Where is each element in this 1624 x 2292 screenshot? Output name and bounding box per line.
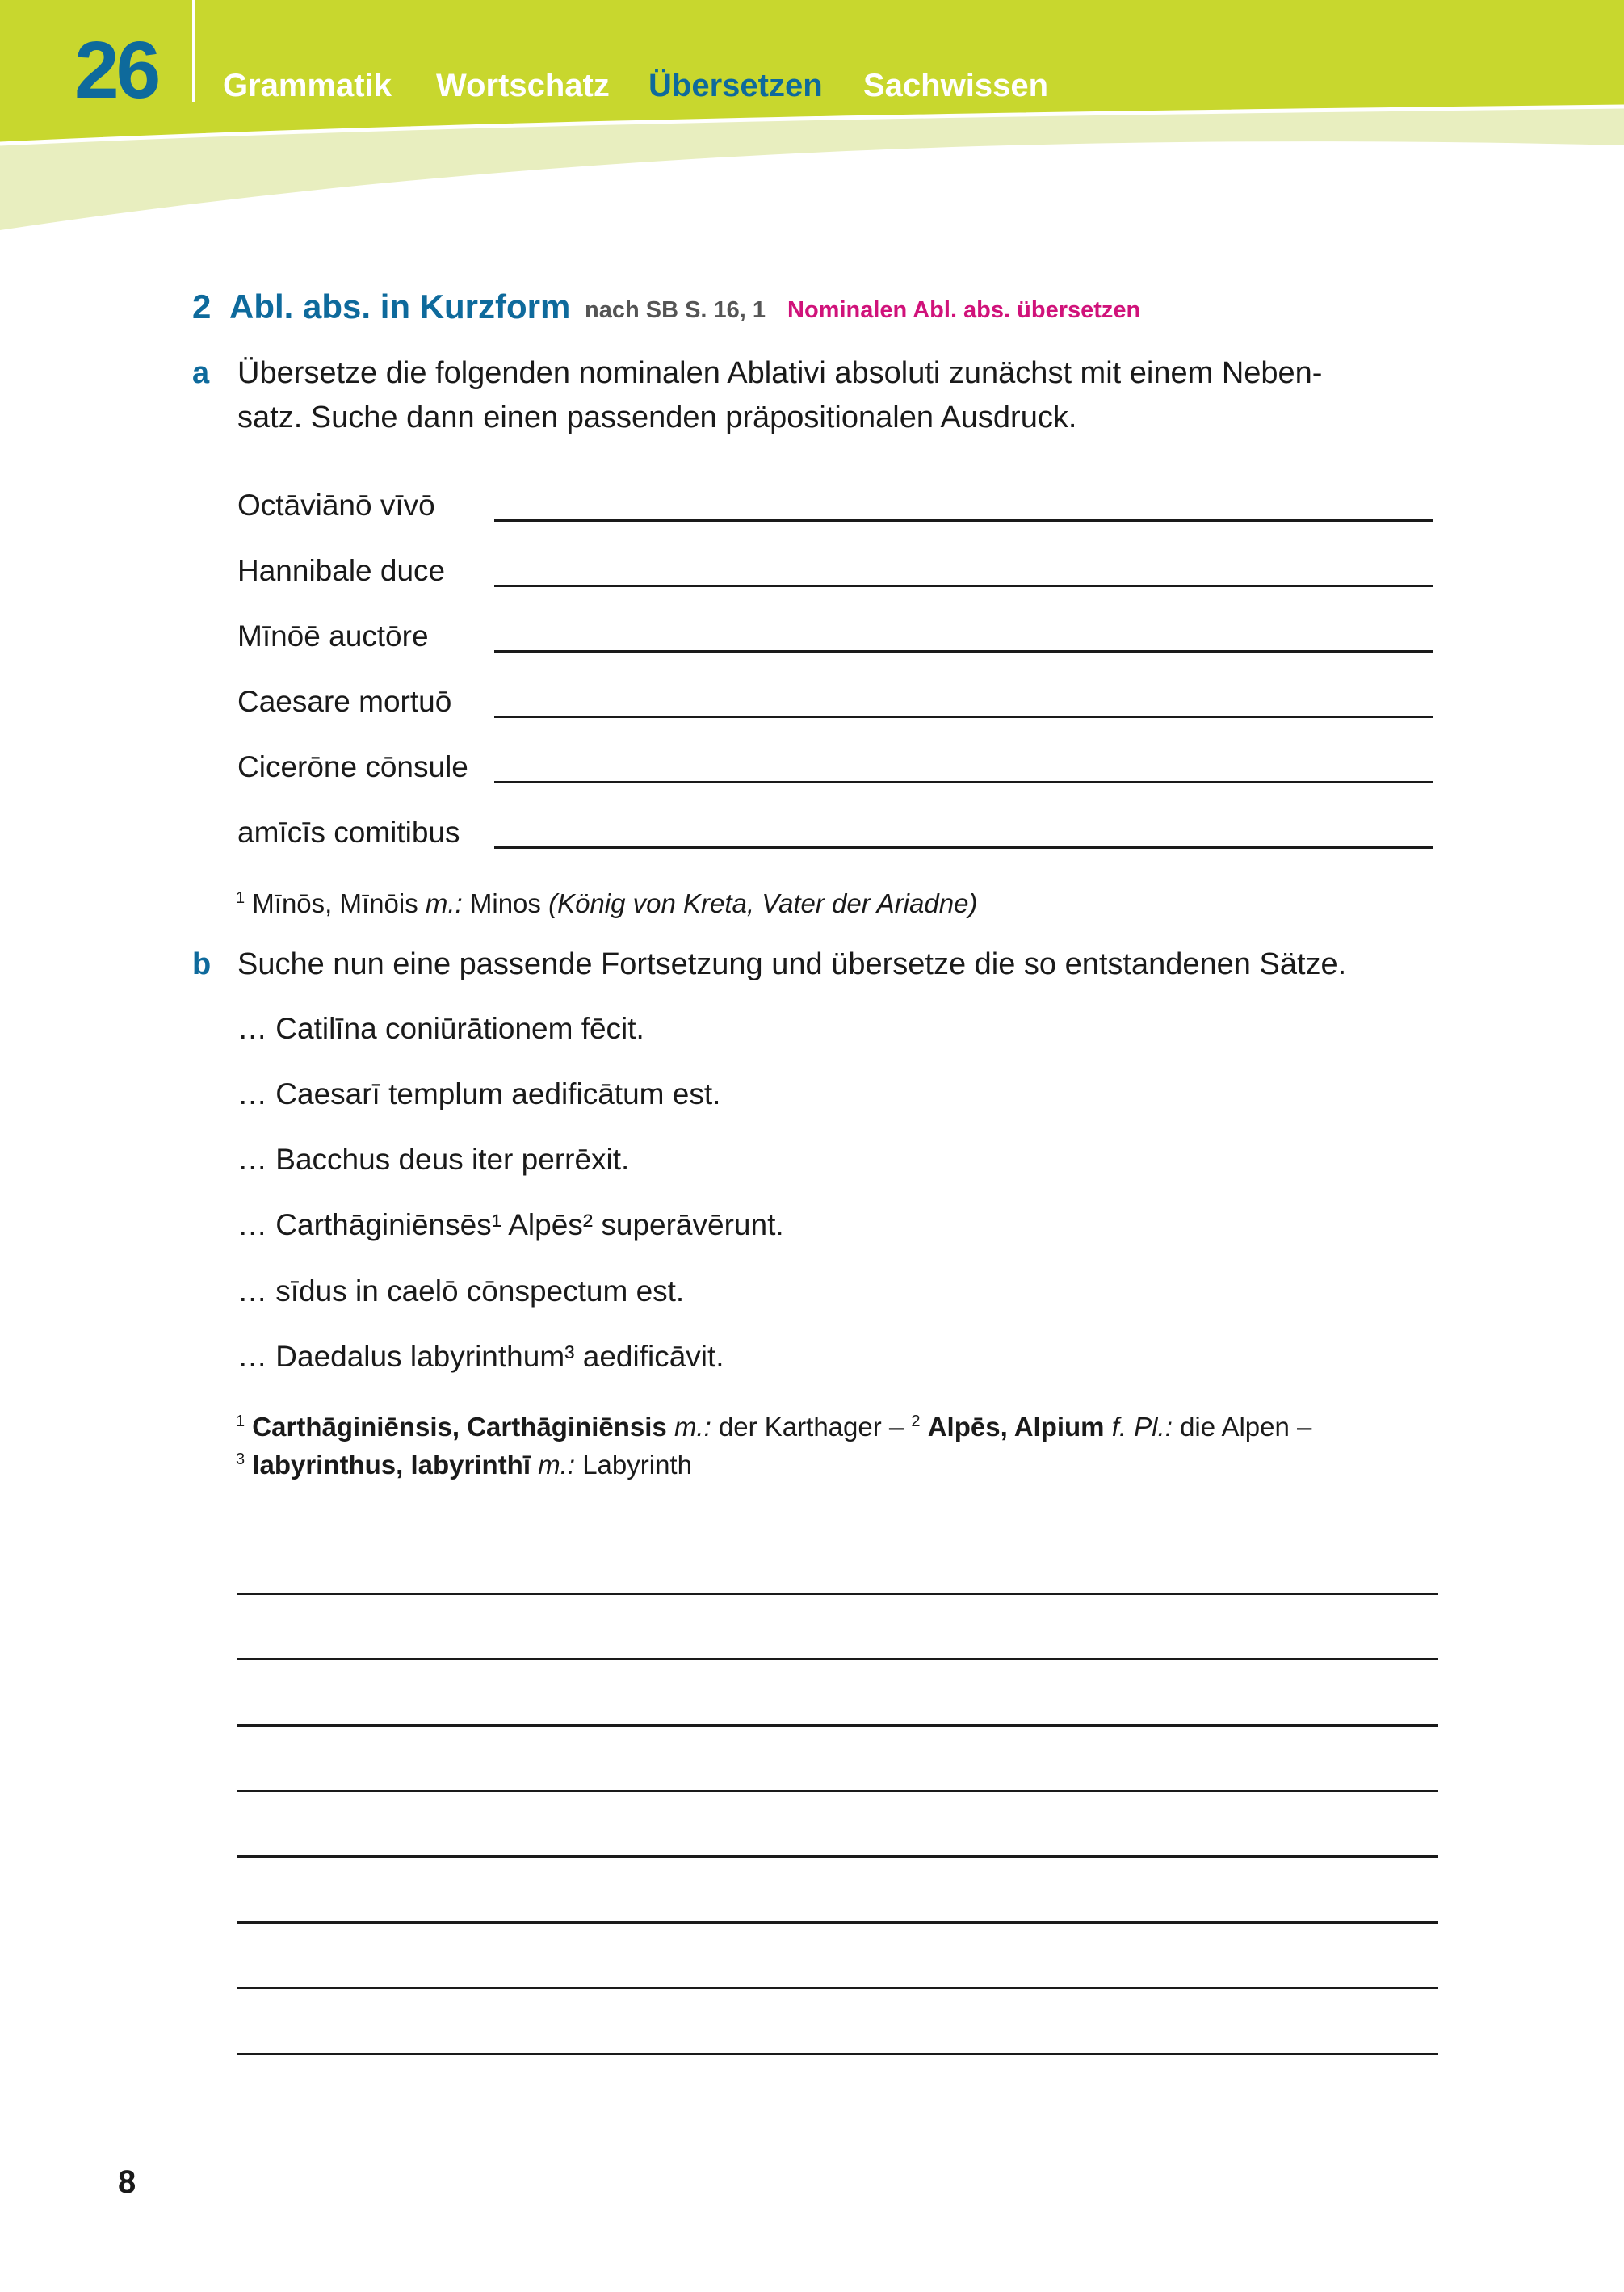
answer-line[interactable] bbox=[494, 781, 1433, 783]
exercise-number: 2 bbox=[192, 288, 212, 325]
part-b-instruction: Suche nun eine passende Fortsetzung und übersetze die so entstandenen Sätze. bbox=[237, 947, 1347, 981]
writing-line[interactable] bbox=[237, 1593, 1438, 1595]
footnote-minos bbox=[236, 888, 977, 919]
footnote-term: Alpēs, Alpium bbox=[927, 1412, 1105, 1442]
exercise-goal: Nominalen Abl. abs. übersetzen bbox=[787, 297, 1141, 323]
answer-line[interactable] bbox=[494, 585, 1433, 587]
answer-line[interactable] bbox=[494, 716, 1433, 718]
writing-line[interactable] bbox=[237, 1658, 1438, 1660]
sentence-item: … Caesarī templum aedificātum est. bbox=[237, 1077, 721, 1110]
nav-grammatik[interactable]: Grammatik bbox=[223, 68, 392, 103]
footnote-mark: 1 bbox=[236, 889, 245, 907]
sentence-item: … Carthāginiēnsēs¹ Alpēs² superāvērunt. bbox=[237, 1208, 784, 1241]
footnote-meaning: die Alpen – bbox=[1180, 1412, 1312, 1442]
footnote-gender: m.: bbox=[538, 1450, 576, 1480]
answer-line[interactable] bbox=[494, 519, 1433, 522]
ablative-item: Hannibale duce bbox=[237, 554, 446, 587]
footnote-meaning: der Karthager – bbox=[718, 1412, 904, 1442]
sentence-item: … Daedalus labyrinthum³ aedificāvit. bbox=[237, 1340, 724, 1373]
footnote-meaning: Minos bbox=[469, 888, 541, 918]
writing-line[interactable] bbox=[237, 1724, 1438, 1727]
ablative-item: Octāviānō vīvō bbox=[237, 489, 435, 522]
answer-line[interactable] bbox=[494, 846, 1433, 849]
footnote-mark: 3 bbox=[236, 1450, 245, 1468]
nav-uebersetzen[interactable]: Übersetzen bbox=[648, 68, 823, 103]
exercise-title: Abl. abs. in Kurzform bbox=[229, 288, 571, 325]
part-a-label: a bbox=[192, 356, 210, 390]
footnote-mark: 2 bbox=[911, 1413, 921, 1430]
ablative-item: Caesare mortuō bbox=[237, 685, 452, 718]
footnote-gender: f. Pl.: bbox=[1111, 1412, 1173, 1442]
nav-wortschatz[interactable]: Wortschatz bbox=[436, 68, 610, 103]
unit-number: 26 bbox=[74, 25, 158, 115]
writing-line[interactable] bbox=[237, 1790, 1438, 1792]
nav-sachwissen[interactable]: Sachwissen bbox=[863, 68, 1049, 103]
sentence-item: … Catilīna coniūrātionem fēcit. bbox=[237, 1012, 644, 1045]
footnote-term: Carthāginiēnsis, Carthāginiēnsis bbox=[252, 1412, 667, 1442]
footnote-meaning: Labyrinth bbox=[582, 1450, 692, 1480]
ablative-item: Mīnōē auctōre bbox=[237, 619, 429, 653]
part-b-label: b bbox=[192, 947, 212, 981]
writing-line[interactable] bbox=[237, 1921, 1438, 1924]
footnote-gender: m.: bbox=[674, 1412, 711, 1442]
footnotes-b-line1 bbox=[236, 1412, 1311, 1442]
footnote-term: Mīnōs, Mīnōis bbox=[252, 888, 418, 918]
part-a-instruction-2: satz. Suche dann einen passenden präpositionalen Ausdruck. bbox=[237, 401, 1077, 434]
header-divider bbox=[192, 0, 195, 102]
part-a-instruction-1: Übersetze die folgenden nominalen Ablativi absoluti zunächst mit einem Neben- bbox=[237, 356, 1323, 390]
sentence-item: … Bacchus deus iter perrēxit. bbox=[237, 1143, 630, 1176]
footnote-term: labyrinthus, labyrinthī bbox=[252, 1450, 531, 1480]
writing-line[interactable] bbox=[237, 1855, 1438, 1858]
footnote-note: (König von Kreta, Vater der Ariadne) bbox=[548, 888, 978, 918]
ablative-item: amīcīs comitibus bbox=[237, 816, 460, 849]
header-background bbox=[0, 0, 1624, 242]
footnotes-b-line2 bbox=[236, 1450, 692, 1480]
exercise-reference: nach SB S. 16, 1 bbox=[585, 297, 766, 323]
answer-line[interactable] bbox=[494, 650, 1433, 653]
page-number: 8 bbox=[118, 2164, 136, 2200]
sentence-item: … sīdus in caelō cōnspectum est. bbox=[237, 1274, 685, 1308]
footnote-gender: m.: bbox=[425, 888, 463, 918]
writing-line[interactable] bbox=[237, 1987, 1438, 1989]
footnote-mark: 1 bbox=[236, 1413, 245, 1430]
writing-line[interactable] bbox=[237, 2053, 1438, 2055]
ablative-item: Cicerōne cōnsule bbox=[237, 750, 468, 783]
